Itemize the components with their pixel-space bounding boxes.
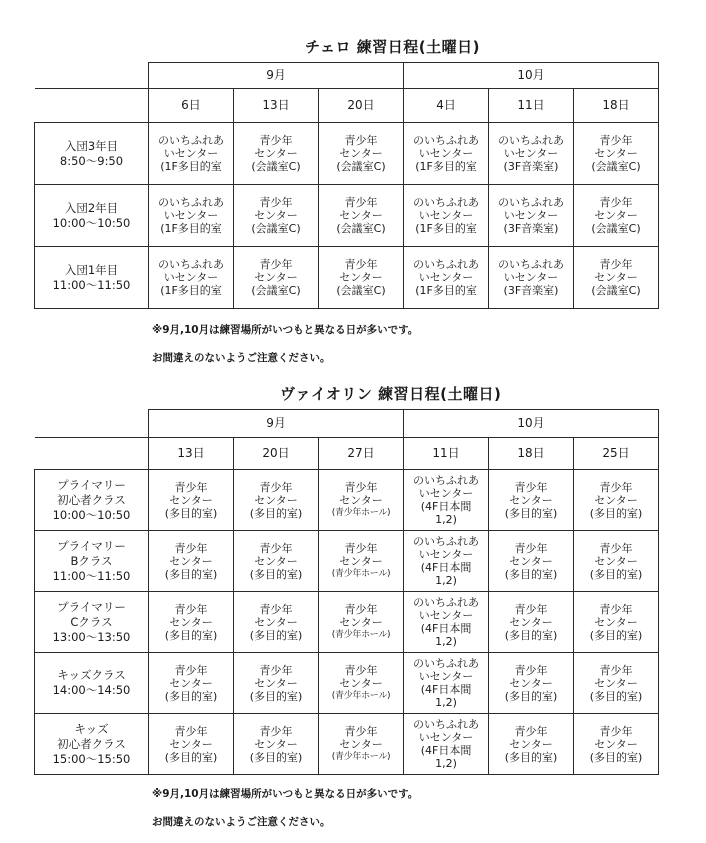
cell-line: いセンター bbox=[418, 670, 474, 683]
cell-line: (青少年ホール) bbox=[331, 507, 391, 518]
schedule-cell bbox=[319, 123, 404, 185]
cell-line: のいちふれあ bbox=[413, 657, 480, 670]
schedule-cell bbox=[149, 592, 234, 653]
cell-line: 10:00〜10:50 bbox=[52, 215, 131, 230]
note-line: お間違えのないようご注意ください。 bbox=[152, 816, 331, 828]
cell-line: (多目的室) bbox=[164, 628, 218, 642]
cell-line: 1,2) bbox=[435, 635, 457, 648]
month-header-sep: 9月 bbox=[149, 410, 404, 438]
schedule-cell bbox=[234, 185, 319, 247]
cell-line: 青少年 bbox=[514, 663, 548, 677]
cell-line: 青少年 bbox=[174, 663, 208, 677]
cell-line: 青少年 bbox=[514, 541, 548, 555]
note-line: ※9月,10月は練習場所がいつもと異なる日が多いです。 bbox=[152, 324, 419, 336]
schedule-cell bbox=[574, 653, 659, 714]
cell-line: のいちふれあ bbox=[413, 258, 480, 271]
schedule-cell bbox=[319, 531, 404, 592]
cell-line: センター bbox=[254, 271, 298, 284]
violin-note bbox=[152, 773, 418, 843]
schedule-cell bbox=[574, 123, 659, 185]
cell-line: 13:00〜13:50 bbox=[52, 629, 131, 644]
day-header: 6日 bbox=[149, 89, 234, 123]
schedule-cell bbox=[404, 123, 489, 185]
cell-line: (多目的室) bbox=[504, 750, 558, 764]
cell-line: センター bbox=[339, 147, 383, 160]
cell-line: (多目的室) bbox=[589, 628, 643, 642]
cell-line: のいちふれあ bbox=[413, 535, 480, 548]
cell-line: センター bbox=[254, 676, 298, 690]
cell-line: いセンター bbox=[163, 147, 219, 160]
cell-line: センター bbox=[339, 271, 383, 284]
schedule-cell bbox=[404, 592, 489, 653]
cell-line: センター bbox=[169, 676, 213, 690]
cell-line: のいちふれあ bbox=[158, 258, 224, 271]
cell-line: 青少年 bbox=[259, 602, 293, 616]
cell-line: 青少年 bbox=[259, 480, 293, 494]
schedule-cell bbox=[234, 531, 319, 592]
corner-blank bbox=[35, 63, 149, 89]
corner-blank bbox=[35, 89, 149, 123]
cell-line: 青少年 bbox=[514, 724, 548, 738]
cell-line: 青少年 bbox=[344, 480, 378, 494]
row-label bbox=[35, 185, 149, 247]
cell-line: センター bbox=[254, 209, 298, 222]
cell-line: いセンター bbox=[418, 209, 474, 222]
schedule-cell bbox=[404, 653, 489, 714]
cell-line: (4F日本間 bbox=[420, 622, 472, 635]
violin-title: ヴァイオリン 練習日程(土曜日) bbox=[280, 385, 502, 403]
cell-line: センター bbox=[339, 493, 383, 507]
cell-line: (多目的室) bbox=[164, 689, 218, 703]
cell-line: 青少年 bbox=[344, 541, 378, 555]
schedule-cell bbox=[149, 247, 234, 309]
schedule-cell bbox=[234, 470, 319, 531]
day-header: 13日 bbox=[149, 438, 234, 470]
cello-schedule-table bbox=[34, 62, 659, 309]
cell-line: (多目的室) bbox=[249, 567, 303, 581]
table-row bbox=[35, 653, 659, 714]
cell-line: 青少年 bbox=[514, 480, 548, 494]
cell-line: (青少年ホール) bbox=[331, 751, 391, 762]
cell-line: 青少年 bbox=[259, 541, 293, 555]
cell-line: センター bbox=[509, 737, 553, 751]
cell-line: 青少年 bbox=[344, 602, 378, 616]
cell-line: センター bbox=[509, 554, 553, 568]
schedule-cell bbox=[319, 185, 404, 247]
day-header: 27日 bbox=[319, 438, 404, 470]
schedule-cell bbox=[319, 247, 404, 309]
schedule-cell bbox=[574, 714, 659, 775]
schedule-cell bbox=[574, 592, 659, 653]
cell-line: (多目的室) bbox=[249, 750, 303, 764]
day-header: 11日 bbox=[489, 89, 574, 123]
cell-line: (多目的室) bbox=[589, 567, 643, 581]
cell-line: (多目的室) bbox=[589, 506, 643, 520]
schedule-cell bbox=[149, 123, 234, 185]
schedule-cell bbox=[489, 714, 574, 775]
cell-line: センター bbox=[594, 271, 638, 284]
cell-line: のいちふれあ bbox=[158, 134, 224, 147]
row-label bbox=[35, 531, 149, 592]
cell-line: (多目的室) bbox=[589, 689, 643, 703]
note-line: お間違えのないようご注意ください。 bbox=[152, 352, 331, 364]
day-header: 25日 bbox=[574, 438, 659, 470]
cell-line: 青少年 bbox=[344, 663, 378, 677]
cell-line: 青少年 bbox=[344, 196, 378, 209]
cell-line: 15:00〜15:50 bbox=[52, 751, 131, 766]
cell-line: 青少年 bbox=[599, 196, 633, 209]
schedule-cell bbox=[234, 592, 319, 653]
cell-line: センター bbox=[594, 615, 638, 629]
schedule-cell bbox=[319, 714, 404, 775]
cell-line: いセンター bbox=[418, 271, 474, 284]
table-row bbox=[35, 592, 659, 653]
cell-line: (多目的室) bbox=[504, 567, 558, 581]
cell-line: 青少年 bbox=[599, 541, 633, 555]
schedule-cell bbox=[234, 653, 319, 714]
cell-line: センター bbox=[509, 676, 553, 690]
row-label bbox=[35, 714, 149, 775]
cell-line: センター bbox=[509, 615, 553, 629]
note-line: ※9月,10月は練習場所がいつもと異なる日が多いです。 bbox=[152, 788, 419, 800]
cell-line: (会議室C) bbox=[336, 160, 386, 173]
table-row bbox=[35, 247, 659, 309]
cell-line: (多目的室) bbox=[249, 689, 303, 703]
schedule-cell bbox=[404, 531, 489, 592]
cell-line: いセンター bbox=[503, 147, 559, 160]
cell-line: キッズ bbox=[74, 721, 109, 736]
cell-line: (青少年ホール) bbox=[331, 629, 391, 640]
schedule-cell bbox=[404, 714, 489, 775]
row-label bbox=[35, 592, 149, 653]
cell-line: 青少年 bbox=[599, 134, 633, 147]
cell-line: (1F多目的室 bbox=[415, 222, 477, 235]
cell-line: センター bbox=[339, 554, 383, 568]
cell-line: 青少年 bbox=[344, 724, 378, 738]
cell-line: 1,2) bbox=[435, 696, 457, 709]
cell-line: いセンター bbox=[418, 731, 474, 744]
cell-line: センター bbox=[254, 147, 298, 160]
cell-line: 青少年 bbox=[174, 724, 208, 738]
cell-line: (多目的室) bbox=[504, 628, 558, 642]
cell-line: (多目的室) bbox=[164, 567, 218, 581]
cell-line: いセンター bbox=[418, 487, 474, 500]
cell-line: (多目的室) bbox=[504, 689, 558, 703]
cell-line: 青少年 bbox=[174, 602, 208, 616]
cell-line: (会議室C) bbox=[336, 222, 386, 235]
day-header: 4日 bbox=[404, 89, 489, 123]
cell-line: センター bbox=[594, 209, 638, 222]
cell-line: のいちふれあ bbox=[413, 474, 480, 487]
cell-line: 初心者クラス bbox=[57, 736, 126, 751]
day-header: 20日 bbox=[319, 89, 404, 123]
schedule-cell bbox=[489, 592, 574, 653]
cell-line: センター bbox=[169, 493, 213, 507]
schedule-cell bbox=[234, 714, 319, 775]
cell-line: センター bbox=[169, 554, 213, 568]
cell-line: センター bbox=[339, 737, 383, 751]
cell-line: (4F日本間 bbox=[420, 561, 472, 574]
cell-line: (青少年ホール) bbox=[331, 690, 391, 701]
cell-line: センター bbox=[339, 676, 383, 690]
cell-line: のいちふれあ bbox=[413, 196, 480, 209]
schedule-cell bbox=[319, 653, 404, 714]
schedule-cell bbox=[149, 531, 234, 592]
schedule-cell bbox=[319, 470, 404, 531]
cell-line: センター bbox=[254, 493, 298, 507]
cello-note bbox=[152, 309, 418, 379]
table-row bbox=[35, 185, 659, 247]
schedule-cell bbox=[574, 470, 659, 531]
cell-line: いセンター bbox=[503, 209, 559, 222]
cell-line: (青少年ホール) bbox=[331, 568, 391, 579]
cell-line: (多目的室) bbox=[164, 750, 218, 764]
cell-line: 青少年 bbox=[599, 663, 633, 677]
schedule-cell bbox=[489, 653, 574, 714]
cell-line: いセンター bbox=[418, 548, 474, 561]
cell-line: プライマリー bbox=[57, 599, 126, 614]
cell-line: 青少年 bbox=[599, 724, 633, 738]
cell-line: いセンター bbox=[418, 147, 474, 160]
cell-line: 青少年 bbox=[259, 724, 293, 738]
cell-line: (会議室C) bbox=[591, 284, 641, 297]
day-header: 18日 bbox=[489, 438, 574, 470]
cell-line: 青少年 bbox=[174, 541, 208, 555]
cell-line: 初心者クラス bbox=[57, 492, 126, 507]
cell-line: 1,2) bbox=[435, 513, 457, 526]
cell-line: のいちふれあ bbox=[413, 596, 480, 609]
schedule-cell bbox=[319, 592, 404, 653]
schedule-cell bbox=[149, 714, 234, 775]
cell-line: 8:50〜9:50 bbox=[59, 153, 124, 168]
cell-line: のいちふれあ bbox=[498, 196, 565, 209]
cell-line: 青少年 bbox=[514, 602, 548, 616]
schedule-cell bbox=[574, 185, 659, 247]
cell-line: センター bbox=[594, 147, 638, 160]
cell-line: 11:00〜11:50 bbox=[52, 568, 131, 583]
cell-line: (1F多目的室 bbox=[160, 160, 222, 173]
schedule-cell bbox=[149, 470, 234, 531]
cell-line: 1,2) bbox=[435, 574, 457, 587]
cell-line: いセンター bbox=[418, 609, 474, 622]
cell-line: 青少年 bbox=[599, 602, 633, 616]
cell-line: 入団1年目 bbox=[64, 262, 119, 277]
cell-line: センター bbox=[509, 493, 553, 507]
cell-line: Bクラス bbox=[70, 553, 113, 568]
cell-line: (多目的室) bbox=[504, 506, 558, 520]
row-label bbox=[35, 470, 149, 531]
cell-line: (3F音楽室) bbox=[503, 284, 559, 297]
cell-line: のいちふれあ bbox=[413, 718, 480, 731]
cell-line: (会議室C) bbox=[591, 160, 641, 173]
cell-line: センター bbox=[254, 615, 298, 629]
cell-line: センター bbox=[339, 615, 383, 629]
cell-line: 青少年 bbox=[174, 480, 208, 494]
schedule-cell bbox=[489, 123, 574, 185]
cell-line: センター bbox=[254, 554, 298, 568]
cell-line: プライマリー bbox=[57, 538, 126, 553]
schedule-cell bbox=[404, 247, 489, 309]
cell-line: (会議室C) bbox=[251, 160, 301, 173]
month-header-oct: 10月 bbox=[404, 63, 659, 89]
cell-line: 14:00〜14:50 bbox=[52, 683, 131, 697]
day-header: 13日 bbox=[234, 89, 319, 123]
month-header-sep: 9月 bbox=[149, 63, 404, 89]
cell-line: センター bbox=[594, 676, 638, 690]
schedule-cell bbox=[489, 247, 574, 309]
day-header: 18日 bbox=[574, 89, 659, 123]
cell-line: いセンター bbox=[163, 209, 219, 222]
cell-line: 青少年 bbox=[259, 196, 293, 209]
cell-line: 11:00〜11:50 bbox=[52, 277, 131, 292]
row-label bbox=[35, 123, 149, 185]
cell-line: センター bbox=[169, 737, 213, 751]
cell-line: 青少年 bbox=[259, 258, 293, 271]
cell-line: のいちふれあ bbox=[413, 134, 480, 147]
cell-line: 入団3年目 bbox=[64, 138, 119, 153]
schedule-cell bbox=[489, 470, 574, 531]
cell-line: (1F多目的室 bbox=[415, 160, 477, 173]
cell-line: (4F日本間 bbox=[420, 500, 472, 513]
cell-line: 1,2) bbox=[435, 757, 457, 770]
schedule-cell bbox=[489, 185, 574, 247]
cell-line: (4F日本間 bbox=[420, 744, 472, 757]
cell-line: いセンター bbox=[503, 271, 559, 284]
month-header-oct: 10月 bbox=[404, 410, 659, 438]
cell-line: (多目的室) bbox=[589, 750, 643, 764]
cell-line: (会議室C) bbox=[591, 222, 641, 235]
schedule-cell bbox=[149, 653, 234, 714]
cell-line: いセンター bbox=[163, 271, 219, 284]
schedule-cell bbox=[404, 185, 489, 247]
cell-line: 青少年 bbox=[344, 134, 378, 147]
cell-line: (4F日本間 bbox=[420, 683, 472, 696]
schedule-cell bbox=[234, 123, 319, 185]
cell-line: (会議室C) bbox=[336, 284, 386, 297]
row-label bbox=[35, 653, 149, 714]
corner-blank bbox=[35, 410, 149, 438]
schedule-cell bbox=[574, 531, 659, 592]
cell-line: センター bbox=[594, 554, 638, 568]
table-row bbox=[35, 470, 659, 531]
cell-line: センター bbox=[594, 493, 638, 507]
corner-blank bbox=[35, 438, 149, 470]
table-row bbox=[35, 531, 659, 592]
day-header: 20日 bbox=[234, 438, 319, 470]
cell-line: (1F多目的室 bbox=[160, 222, 222, 235]
cell-line: センター bbox=[254, 737, 298, 751]
cell-line: のいちふれあ bbox=[498, 258, 565, 271]
cell-line: 入団2年目 bbox=[64, 200, 119, 215]
cell-line: 青少年 bbox=[344, 258, 378, 271]
cello-title: チェロ 練習日程(土曜日) bbox=[305, 38, 480, 56]
cell-line: のいちふれあ bbox=[498, 134, 565, 147]
cell-line: 青少年 bbox=[599, 480, 633, 494]
cell-line: (3F音楽室) bbox=[503, 160, 559, 173]
cell-line: (多目的室) bbox=[249, 628, 303, 642]
cell-line: センター bbox=[594, 737, 638, 751]
cell-line: (1F多目的室 bbox=[160, 284, 222, 297]
cell-line: (会議室C) bbox=[251, 222, 301, 235]
cell-line: (多目的室) bbox=[249, 506, 303, 520]
cell-line: (3F音楽室) bbox=[503, 222, 559, 235]
schedule-cell bbox=[149, 185, 234, 247]
cell-line: (会議室C) bbox=[251, 284, 301, 297]
cell-line: (1F多目的室 bbox=[415, 284, 477, 297]
cell-line: キッズクラス bbox=[57, 668, 126, 682]
cell-line: センター bbox=[169, 615, 213, 629]
schedule-cell bbox=[574, 247, 659, 309]
cell-line: センター bbox=[339, 209, 383, 222]
cell-line: 青少年 bbox=[599, 258, 633, 271]
cell-line: 青少年 bbox=[259, 134, 293, 147]
table-row bbox=[35, 123, 659, 185]
table-row bbox=[35, 714, 659, 775]
schedule-cell bbox=[489, 531, 574, 592]
cell-line: プライマリー bbox=[57, 477, 126, 492]
schedule-cell bbox=[234, 247, 319, 309]
schedule-cell bbox=[404, 470, 489, 531]
cell-line: のいちふれあ bbox=[158, 196, 224, 209]
violin-schedule-table bbox=[34, 409, 659, 775]
cell-line: 青少年 bbox=[259, 663, 293, 677]
row-label bbox=[35, 247, 149, 309]
cell-line: Cクラス bbox=[70, 614, 113, 629]
cell-line: 10:00〜10:50 bbox=[52, 507, 131, 522]
day-header: 11日 bbox=[404, 438, 489, 470]
cell-line: (多目的室) bbox=[164, 506, 218, 520]
